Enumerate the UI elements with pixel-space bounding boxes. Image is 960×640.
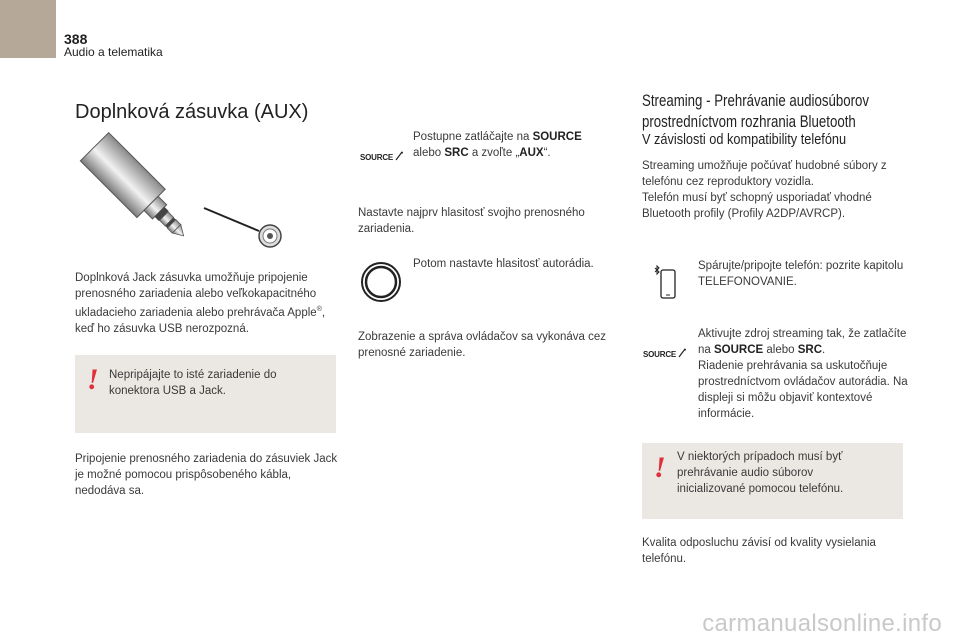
finger-press-icon (677, 348, 687, 358)
jack-cable-illustration (74, 128, 294, 256)
streaming-warning-text: V niektorých prípadoch musí byť prehrávanie audio súborov inicializované pomocou telefónu. (677, 451, 844, 495)
page-tab (0, 0, 56, 58)
aux-warning-text: Nepripájajte to isté zariadenie do konektora USB a Jack. (109, 369, 277, 397)
warning-icon: ! (654, 451, 666, 484)
aux-cable-note: Pripojenie prenosného zariadenia do zásuviek Jack je možné pomocou prispôsobeného kábla, nedodáva sa. (75, 453, 338, 497)
activate-streaming-instruction: Aktivujte zdroj streaming tak, že zatlačíte na SOURCE alebo SRC. Riadenie prehrávania sa uskutočňuje prostredníctvom ovládačov autorádia. Na displeji si môžu objaviť kontextové informácie. (698, 328, 908, 420)
page-number: 388 (64, 31, 88, 47)
watermark: carmanualsonline.info (702, 610, 942, 637)
step-set-radio-volume: Potom nastavte hlasitosť autorádia. (413, 258, 594, 270)
source-button-icon: SOURCE (643, 348, 687, 359)
finger-press-icon (394, 151, 404, 161)
quality-note: Kvalita odposluchu závisí od kvality vysielania telefónu. (642, 537, 876, 565)
step-select-aux: Postupne zatláčajte na SOURCE alebo SRC a zvoľte „AUX“. (413, 131, 582, 159)
streaming-subheading: V závislosti od kompatibility telefónu (642, 131, 847, 148)
aux-description: Doplnková Jack zásuvka umožňuje pripojenie prenosného zariadenia alebo veľkokapacitného ukladacieho zariadenia alebo prehrávača Apple®, keď ho zásuvka USB nerozpozná. (75, 272, 326, 335)
streaming-warning-box (642, 443, 903, 519)
warning-icon: ! (87, 363, 99, 396)
streaming-heading: Streaming - Prehrávanie audiosúborov prostredníctvom rozhrania Bluetooth (642, 91, 870, 131)
volume-knob-icon (360, 261, 402, 303)
step-device-control: Zobrazenie a správa ovládačov sa vykonáva cez prenosné zariadenie. (358, 331, 607, 359)
aux-heading: Doplnková zásuvka (AUX) (75, 101, 309, 123)
source-button-icon: SOURCE (360, 151, 404, 162)
section-title: Audio a telematika (64, 45, 163, 59)
step-set-device-volume: Nastavte najprv hlasitosť svojho prenosného zariadenia. (358, 207, 585, 235)
streaming-intro: Streaming umožňuje počúvať hudobné súbory z telefónu cez reproduktory vozidla. Telefón musí byť schopný usporiadať vhodné Bluetooth profily (Profily A2DP/AVRCP). (642, 160, 887, 220)
aux-warning-box (75, 355, 336, 433)
pair-phone-instruction: Spárujte/pripojte telefón: pozrite kapitolu TELEFONOVANIE. (698, 260, 904, 288)
bluetooth-phone-icon (654, 264, 680, 300)
